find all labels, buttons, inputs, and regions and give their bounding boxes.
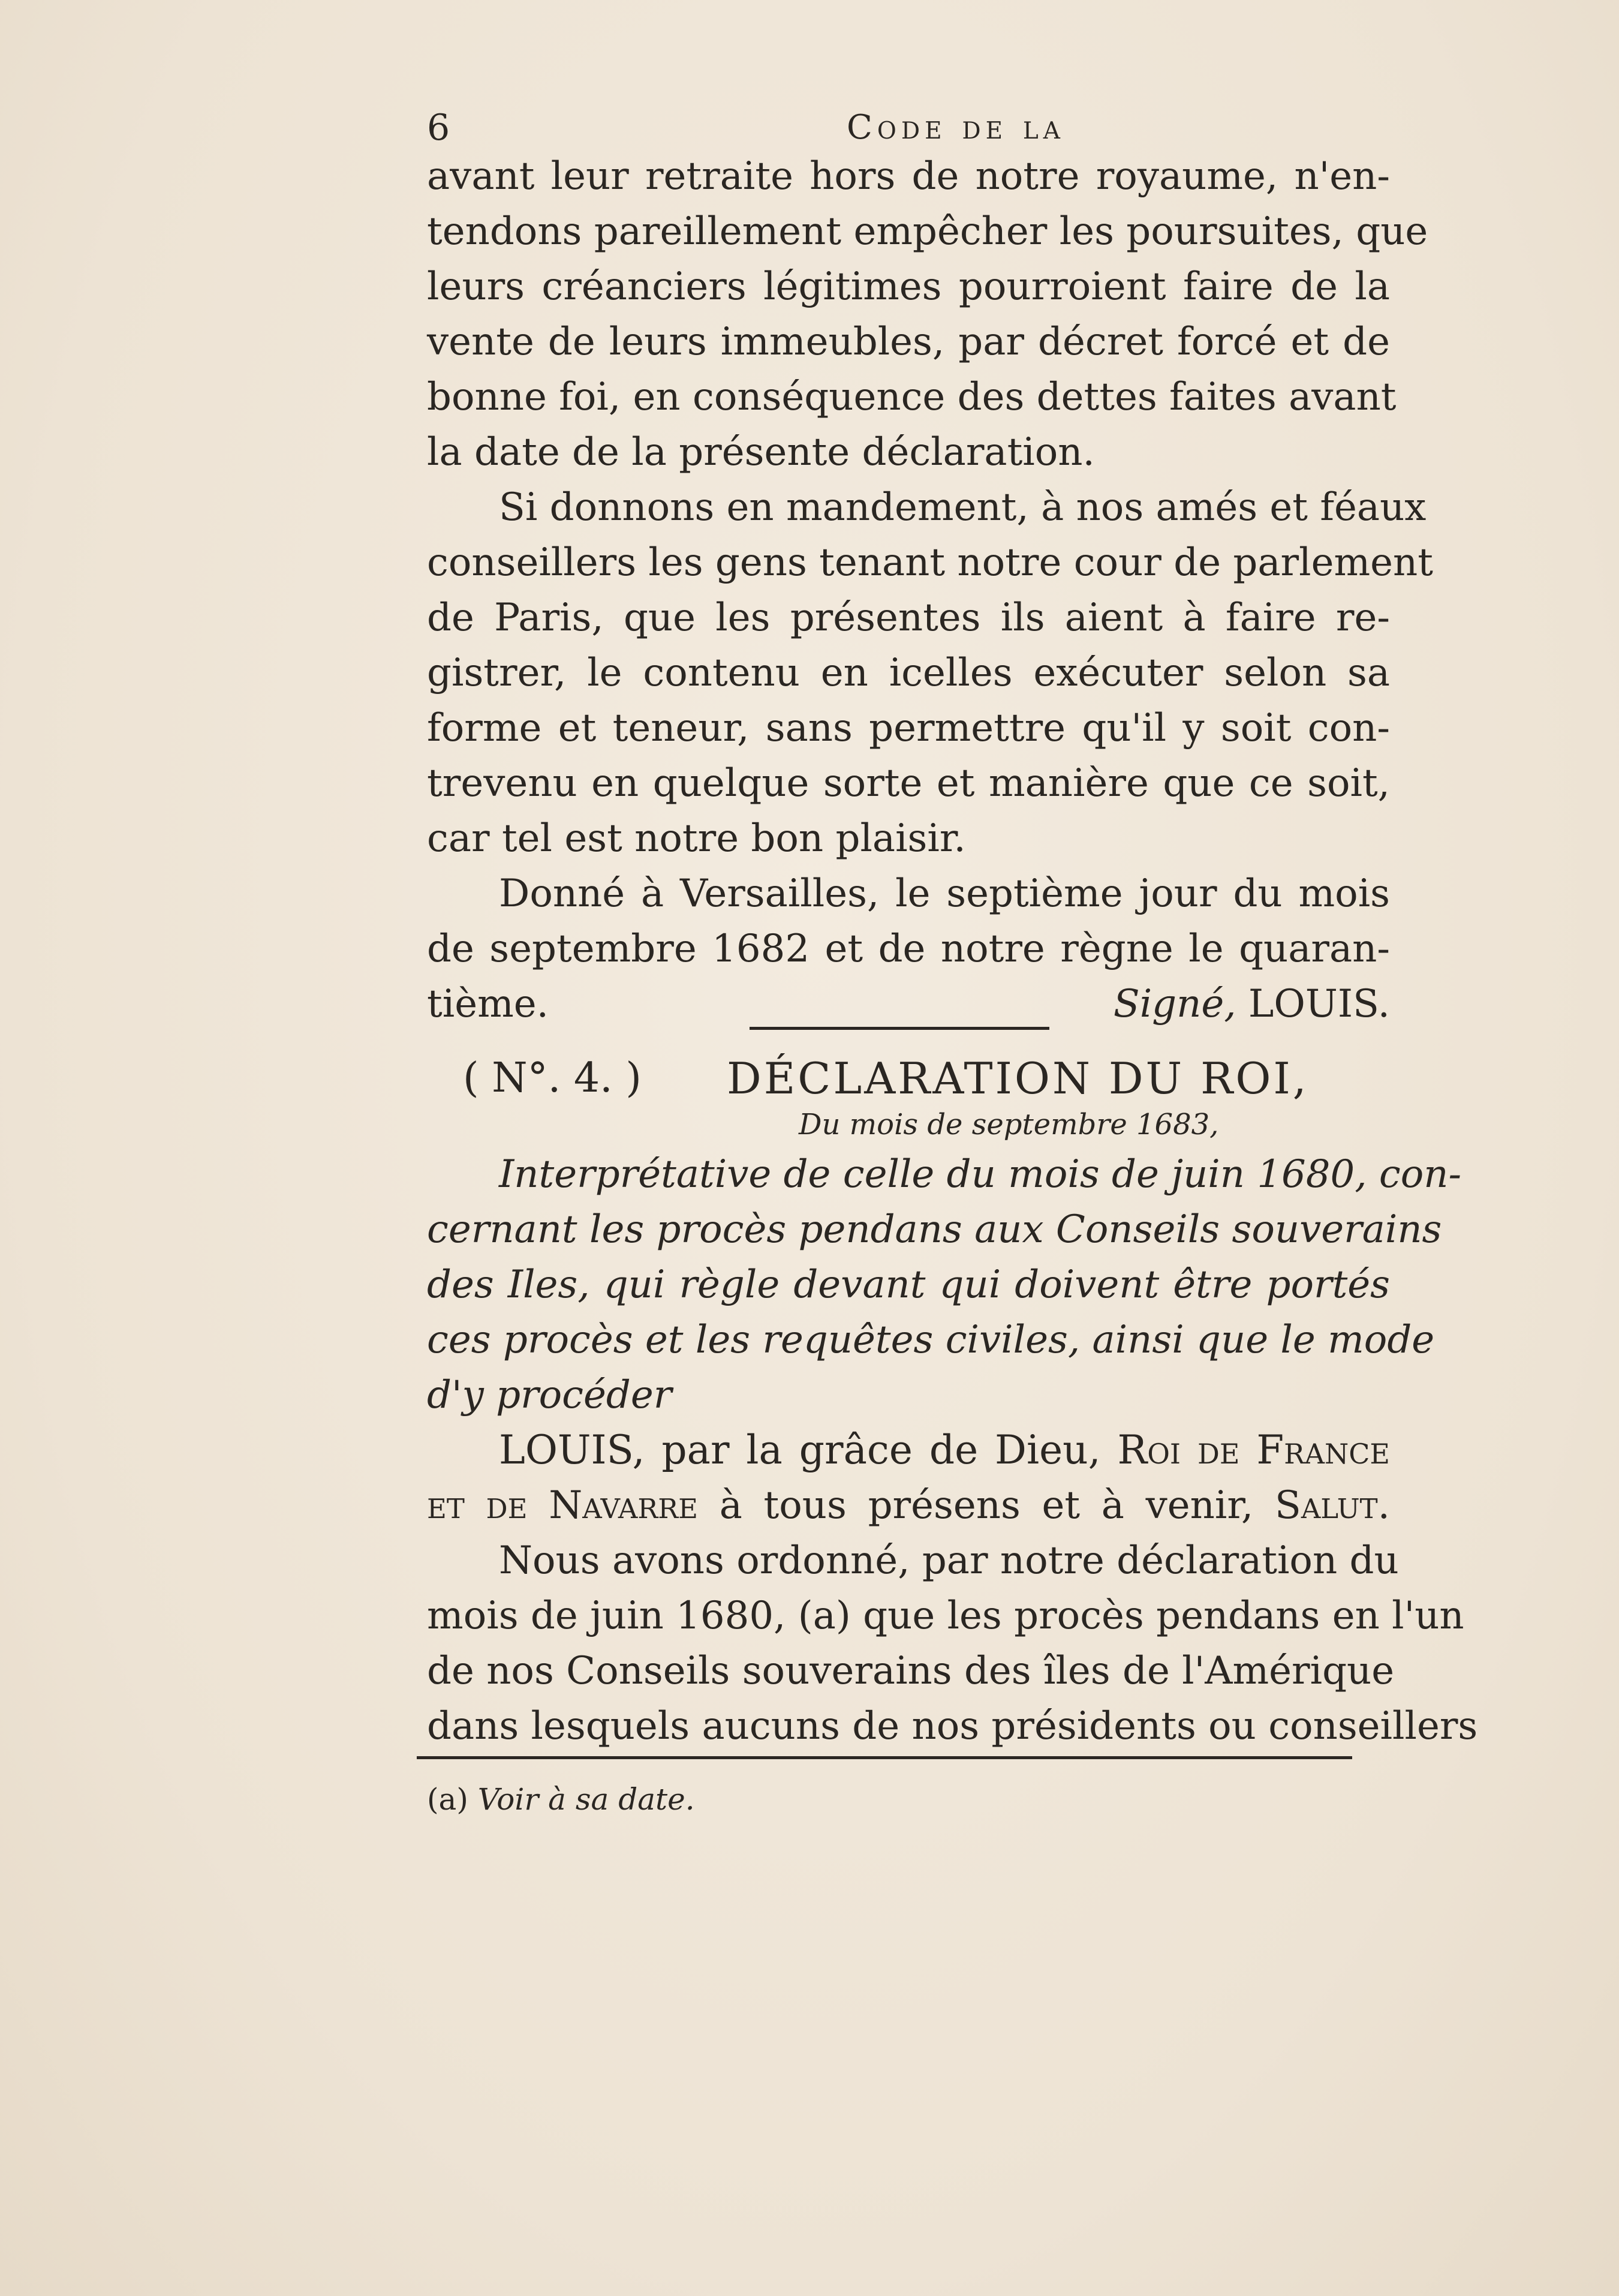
text-line: gistrer, le contenu en icelles exécuter selon sa [427, 651, 1390, 695]
datum-last-line [427, 976, 1390, 1032]
signature [1114, 976, 1390, 1032]
text-line: dans lesquels aucuns de nos présidents ou conseillers [427, 1704, 1478, 1748]
text-line: Nous avons ordonné, par notre déclaration du [499, 1538, 1399, 1583]
page-header [427, 101, 1390, 155]
text-line: vente de leurs immeubles, par décret forcé et de [427, 320, 1390, 364]
text-line: Si donnons en mandement, à nos amés et féaux [499, 485, 1427, 530]
preamble-line [427, 1423, 1390, 1478]
text-line: mois de juin 1680, (a) que les procès pendans en l'un [427, 1594, 1464, 1638]
running-title: Code de la [847, 108, 1065, 147]
text-line: la date de la présente déclaration. [427, 430, 1095, 474]
preamble-title: Roi de France [1117, 1427, 1391, 1473]
summary-line: Interprétative de celle du mois de juin 1680, con- [499, 1152, 1462, 1197]
separator-rule [750, 1027, 1049, 1030]
act-title: DÉCLARATION DU ROI, [727, 1053, 1309, 1104]
text-line: trevenu en quelque sorte et manière que ce soit, [427, 761, 1390, 806]
text-line: Donné à Versailles, le septième jour du mois [499, 871, 1390, 916]
text-line: de septembre 1682 et de notre règne le quaran- [427, 927, 1390, 971]
footnote-rule [417, 1756, 1352, 1759]
act-number: ( N°. 4. ) [463, 1054, 642, 1102]
act-heading [427, 1048, 1390, 1108]
king-name: LOUIS, [499, 1427, 645, 1473]
signature-name: LOUIS. [1248, 982, 1390, 1026]
datum-end: tième. [427, 982, 549, 1026]
salut: Salut. [1274, 1483, 1391, 1528]
signature-label: Signé, [1113, 982, 1236, 1026]
summary-line: des Iles, qui règle devant qui doivent être portés [427, 1263, 1390, 1307]
text-line: conseillers les gens tenant notre cour de parlement [427, 540, 1433, 585]
text-line: forme et teneur, sans permettre qu'il y soit con- [427, 706, 1390, 750]
text-line: de nos Conseils souverains des îles de l'Amérique [427, 1649, 1395, 1693]
footnote [427, 1775, 1390, 1823]
summary-line: ces procès et les requêtes civiles, ainsi que le mode [427, 1318, 1435, 1362]
footnote-text: Voir à sa date. [477, 1782, 695, 1817]
text-line: de Paris, que les présentes ils aient à faire re- [427, 596, 1390, 640]
text-line: leurs créanciers légitimes pourroient faire de la [427, 265, 1390, 309]
act-date: Du mois de septembre 1683, [799, 1108, 1219, 1141]
text-line: avant leur retraite hors de notre royaume, n'en- [427, 154, 1390, 199]
preamble-line [427, 1478, 1390, 1533]
footnote-marker: (a) [427, 1782, 468, 1817]
summary-line: cernant les procès pendans aux Conseils souverains [427, 1207, 1442, 1252]
preamble-title: et de Navarre [427, 1483, 698, 1528]
preamble-text: par la grâce de Dieu, [661, 1427, 1101, 1473]
page-number: 6 [427, 107, 450, 149]
text-line: bonne foi, en conséquence des dettes faites avant [427, 375, 1397, 419]
text-line: car tel est notre bon plaisir. [427, 816, 966, 861]
preamble-text: à tous présens et à venir, [719, 1483, 1254, 1528]
text-line: tendons pareillement empêcher les poursuites, que [427, 209, 1428, 254]
summary-line: d'y procéder [427, 1373, 672, 1417]
